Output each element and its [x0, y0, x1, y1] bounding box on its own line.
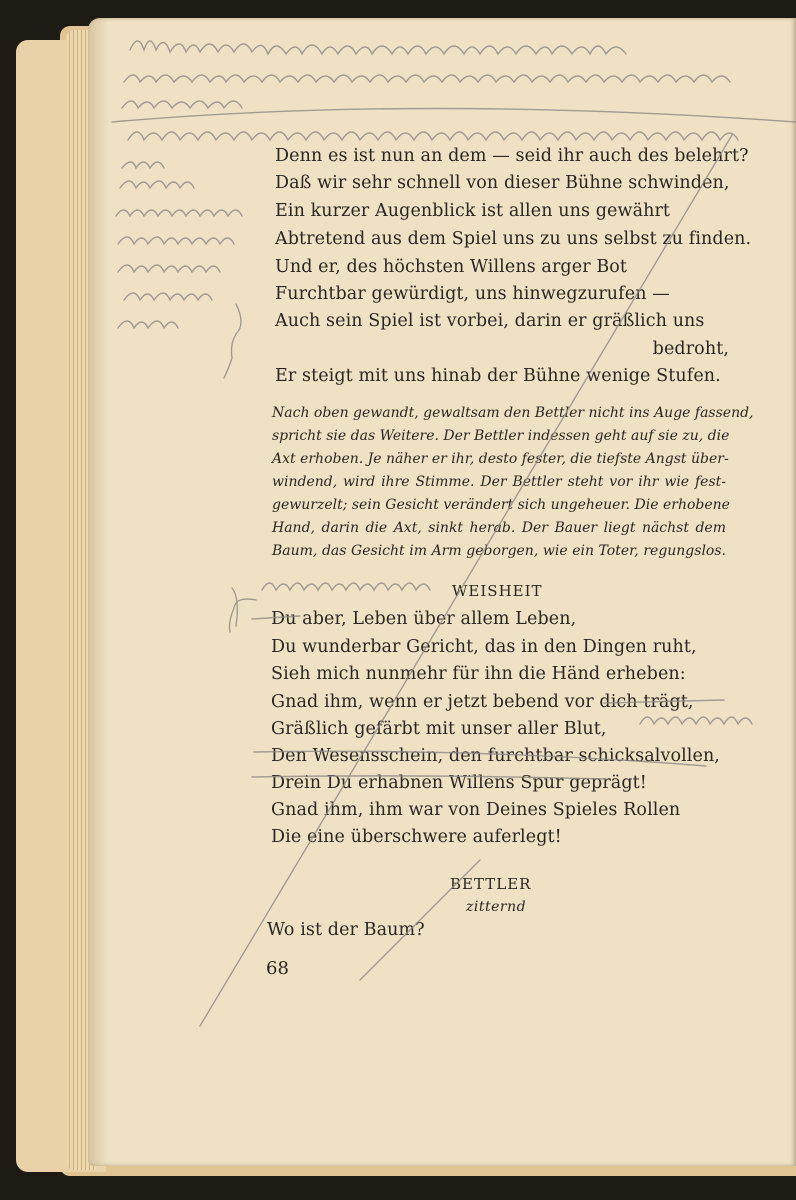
stage-direction-line: Baum, das Gesicht im Arm geborgen, wie ein Toter, regungslos. — [272, 543, 726, 559]
stage-direction-line: gewurzelt; sein Gesicht verändert sich ungeheuer. Die erhobene — [272, 497, 730, 513]
stage-direction-line: Nach oben gewandt, gewaltsam den Bettler nicht ins Auge fassend, — [272, 405, 754, 421]
speaker-name: WEISHEIT — [452, 582, 543, 600]
verse-line: Gnad ihm, wenn er jetzt bebend vor dich trägt, — [271, 692, 694, 712]
verse-line: Denn es ist nun an dem — seid ihr auch des belehrt? — [275, 146, 749, 166]
verse-line: Den Wesensschein, den furchtbar schicksalvollen, — [271, 746, 720, 766]
diagonal-cancel-stroke — [200, 135, 754, 1026]
verse-line: Ein kurzer Augenblick ist allen uns gewährt — [275, 201, 671, 221]
verse-line: Du wunderbar Gericht, das in den Dingen ruht, — [271, 637, 697, 657]
verse-line: Auch sein Spiel ist vorbei, darin er gräßlich uns — [275, 311, 705, 331]
page-number: 68 — [266, 958, 289, 979]
verse-line: Du aber, Leben über allem Leben, — [271, 609, 577, 629]
verse-line-continuation: bedroht, — [652, 339, 729, 359]
speaker-direction: zitternd — [466, 899, 527, 915]
stage-direction-line: spricht sie das Weitere. Der Bettler indessen geht auf sie zu, die — [272, 428, 730, 444]
speaker-name: BETTLER — [450, 875, 532, 893]
verse-line: Drein Du erhabnen Willens Spur geprägt! — [271, 773, 647, 793]
verse-line: Die eine überschwere auferlegt! — [271, 827, 562, 847]
stage-direction-line: Hand, darin die Axt, sinkt herab. Der Bauer liegt nächst dem — [272, 520, 726, 536]
stage-direction-line: windend, wird ihre Stimme. Der Bettler steht vor ihr wie fest- — [272, 474, 726, 490]
verse-line: Gnad ihm, ihm war von Deines Spieles Rollen — [271, 800, 681, 820]
verse-line: Abtretend aus dem Spiel uns zu uns selbst zu finden. — [275, 229, 752, 249]
stage-direction-line: Axt erhoben. Je näher er ihr, desto fester, die tiefste Angst über- — [272, 451, 729, 467]
verse-line: Er steigt mit uns hinab der Bühne wenige Stufen. — [275, 366, 721, 386]
verse-line: Furchtbar gewürdigt, uns hinwegzurufen — — [275, 284, 670, 304]
verse-line: Sieh mich nunmehr für ihn die Händ erheben: — [271, 664, 686, 684]
verse-line: Wo ist der Baum? — [267, 920, 425, 940]
verse-line: Daß wir sehr schnell von dieser Bühne schwinden, — [275, 173, 730, 193]
verse-line: Und er, des höchsten Willens arger Bot — [275, 257, 628, 277]
verse-line: Gräßlich gefärbt mit unser aller Blut, — [271, 719, 607, 739]
